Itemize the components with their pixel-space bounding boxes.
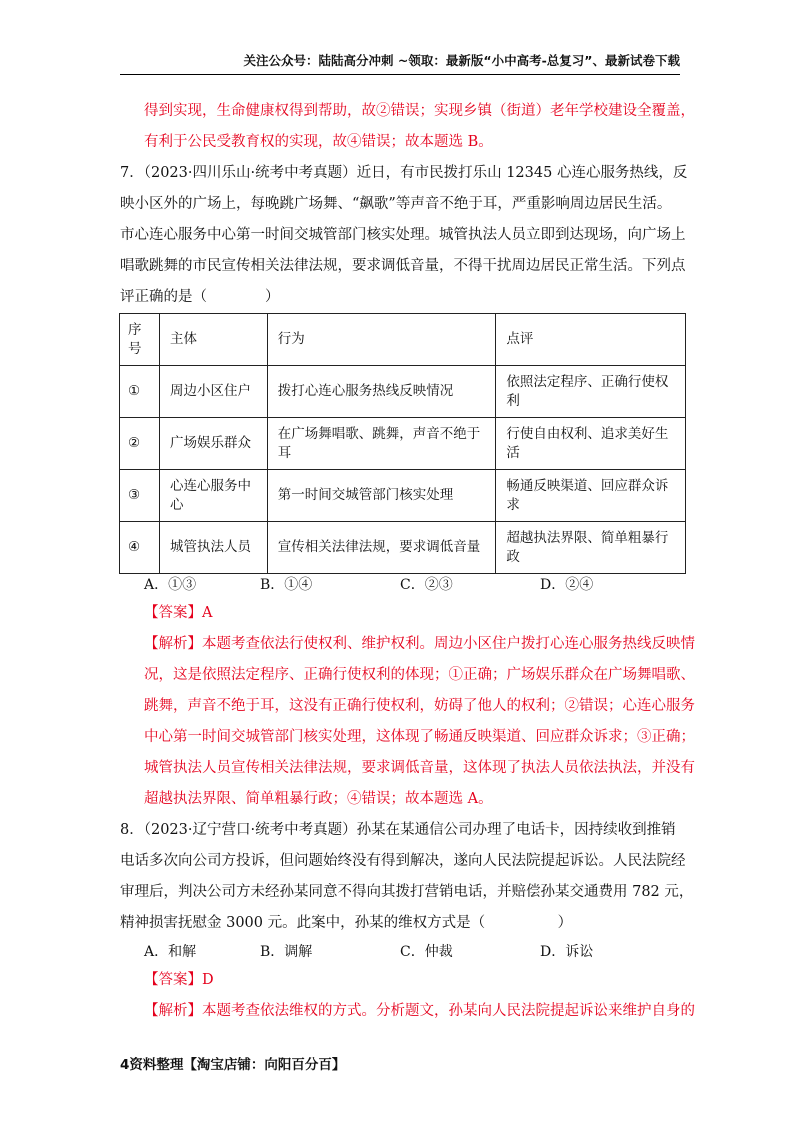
q7-analysis-line-2: 况，这是依照法定程序、正确行使权利的体现；①正确；广场娱乐群众在广场舞唱歌、 [144,667,695,683]
q7-stem-line-3: 市心连心服务中心第一时间交城管部门核实处理。城管执法人员立即到达现场，向广场上 [120,227,686,243]
q8-stem-line-4: 精神损害抚慰金 3000 元。此案中，孙某的维权方式是（ ） [120,915,573,931]
q7-analysis-line-4: 中心第一时间交城管部门核实处理，这体现了畅通反映渠道、回应群众诉求；③正确； [144,729,695,745]
q7-stem-line-2: 映小区外的广场上，每晚跳广场舞、“飙歌”等声音不绝于耳，严重影响周边居民生活。 [120,196,672,212]
q7-option-d: D．②④ [540,577,594,593]
q7-option-a: A．①③ [144,577,197,593]
page-header: 关注公众号：陆陆高分冲刺 ~领取：最新版“小中高考-总复习”、最新试卷下载 [120,52,680,75]
q7-analysis-line-3: 跳舞，声音不绝于耳，这没有正确行使权利，妨碍了他人的权利；②错误；心连心服务 [144,698,695,714]
q7-analysis-line-1: 【解析】本题考查依法行使权利、维护权利。周边小区住户拨打心连心服务热线反映情 [144,636,695,652]
table-cell: 畅通反映渠道、回应群众诉求 [496,470,686,522]
q7-analysis-line-5: 城管执法人员宣传相关法律法规，要求调低音量，这体现了执法人员依法执法，并没有 [144,760,695,776]
q8-option-d: D．诉讼 [540,944,594,960]
prev-analysis-line-2: 有利于公民受教育权的实现，故④错误；故本题选 B。 [144,134,493,150]
page-footer [120,1053,345,1073]
q8-option-c: C．仲裁 [400,944,453,960]
table-row [120,418,686,470]
table-cell: 在广场舞唱歌、跳舞，声音不绝于耳 [267,418,496,470]
table-cell: 第一时间交城管部门核实处理 [267,470,496,522]
prev-analysis-line-1: 得到实现，生命健康权得到帮助，故②错误；实现乡镇（街道）老年学校建设全覆盖， [144,103,695,119]
q7-analysis-line-6: 超越执法界限、简单粗暴行政；④错误；故本题选 A。 [144,791,493,807]
q7-stem-line-4: 唱歌跳舞的市民宣传相关法律法规，要求调低音量，不得干扰周边居民正常生活。下列点 [120,258,686,274]
table-cell: ② [120,418,160,470]
q8-answer: 【答案】D [144,972,214,988]
table-cell: ① [120,366,160,418]
table-row [120,366,686,418]
q8-analysis-line-1: 【解析】本题考查依法维权的方式。分析题文，孙某向人民法院提起诉讼来维护自身的 [144,1003,695,1019]
header-cell-action: 行为 [267,314,496,366]
q7-option-c: C．②③ [400,577,453,593]
header-cell-comment: 点评 [496,314,686,366]
table-cell: 宣传相关法律法规，要求调低音量 [267,522,496,574]
footer-text: 资料整理【淘宝店铺：向阳百分百】 [129,1057,346,1073]
table-cell: 行使自由权利、追求美好生活 [496,418,686,470]
q8-stem-line-2: 电话多次向公司方投诉，但问题始终没有得到解决，遂向人民法院提起诉讼。人民法院经 [120,853,686,869]
table-cell: 超越执法界限、简单粗暴行政 [496,522,686,574]
q8-stem-line-3: 审理后，判决公司方未经孙某同意不得向其拨打营销电话，并赔偿孙某交通费用 782 元， [120,884,694,900]
table-cell: ④ [120,522,160,574]
q7-stem-line-5: 评正确的是（ ） [120,289,280,305]
table-row [120,522,686,574]
table-cell: 依照法定程序、正确行使权利 [496,366,686,418]
table-cell: ③ [120,470,160,522]
q7-answer: 【答案】A [144,605,213,621]
table-header-row [120,314,686,366]
q8-option-b: B．调解 [260,944,313,960]
table-cell: 广场娱乐群众 [159,418,267,470]
table-cell: 周边小区住户 [159,366,267,418]
table-cell: 心连心服务中心 [159,470,267,522]
q7-table [119,313,686,574]
header-cell-subject: 主体 [159,314,267,366]
page-number: 4 [120,1057,130,1073]
table-cell: 拨打心连心服务热线反映情况 [267,366,496,418]
table-row [120,470,686,522]
header-cell-number: 序号 [120,314,160,366]
q7-option-b: B．①④ [260,577,313,593]
q7-stem-line-1: 7．（2023·四川乐山·统考中考真题）近日，有市民拨打乐山 12345 心连心服务热线，反 [120,165,688,181]
q8-option-a: A．和解 [144,944,197,960]
q8-stem-line-1: 8．（2023·辽宁营口·统考中考真题）孙某在某通信公司办理了电话卡，因持续收到推销 [120,822,676,838]
table-cell: 城管执法人员 [159,522,267,574]
